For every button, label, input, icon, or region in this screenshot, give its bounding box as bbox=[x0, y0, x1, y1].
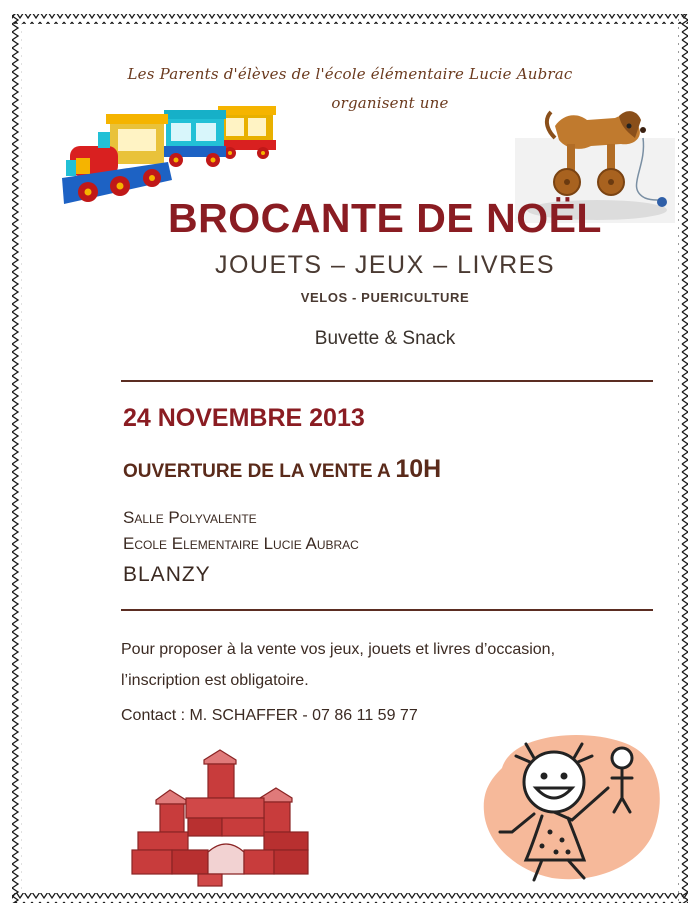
divider-bottom bbox=[121, 609, 653, 611]
info-line-1: Pour proposer à la vente vos jeux, jouets et livres d’occasion, bbox=[121, 641, 556, 658]
info-line-2: l’inscription est obligatoire. bbox=[121, 672, 309, 689]
organizer-line-2: organisent une bbox=[331, 94, 449, 112]
venue-city: BLANZY bbox=[123, 563, 211, 586]
subtitle: JOUETS – JEUX – LIVRES bbox=[214, 251, 556, 279]
opening-time bbox=[123, 455, 441, 484]
event-date: 24 NOVEMBRE 2013 bbox=[123, 404, 365, 432]
venue-name: Salle Polyvalente bbox=[123, 508, 257, 527]
page-title: BROCANTE DE NOËL bbox=[168, 195, 602, 241]
info-text bbox=[121, 634, 555, 696]
opening-text: OUVERTURE DE LA VENTE A bbox=[123, 461, 396, 482]
contact-line: Contact : M. SCHAFFER - 07 86 11 59 77 bbox=[121, 707, 418, 724]
subtitle-secondary: VELOS - PUERICULTURE bbox=[300, 290, 470, 305]
child-drawing-icon bbox=[472, 728, 672, 888]
divider-top bbox=[121, 380, 653, 382]
opening-hour: 10H bbox=[395, 455, 442, 483]
venue-school: Ecole Elementaire Lucie Aubrac bbox=[123, 534, 359, 553]
organizer-line: Les Parents d'élèves de l'école élémentaire Lucie Aubrac bbox=[127, 65, 573, 83]
toy-blocks-castle-icon bbox=[128, 748, 313, 888]
buvette-label: Buvette & Snack bbox=[314, 328, 456, 349]
